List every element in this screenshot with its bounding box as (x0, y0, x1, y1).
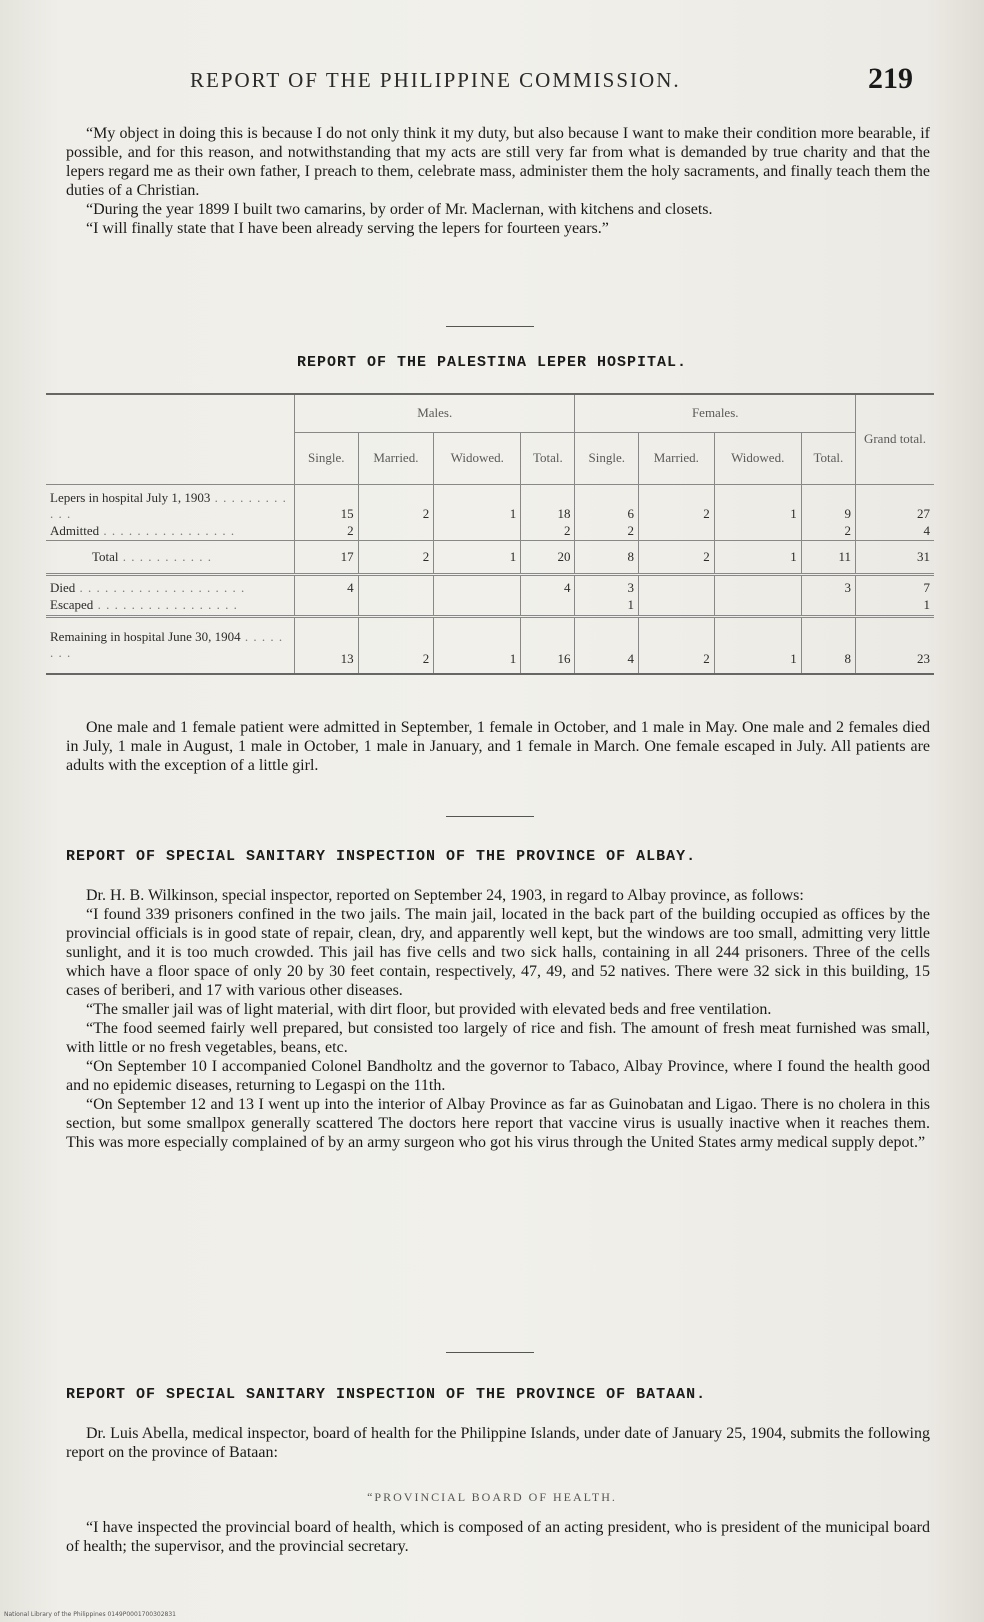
table-cell: 1 (434, 616, 521, 674)
table-cell (714, 596, 801, 616)
table-cell (639, 522, 715, 540)
table-cell (521, 596, 575, 616)
col-male-widowed: Widowed. (434, 432, 521, 484)
table-cell: 1 (856, 596, 935, 616)
table-cell: 8 (801, 616, 855, 674)
table-cell (639, 574, 715, 596)
table-cell: 17 (295, 540, 359, 574)
table-cell: 11 (801, 540, 855, 574)
table-cell: 1 (575, 596, 639, 616)
row-label-died: Died . . . . . . . . . . . . . . . . . . . . (46, 574, 295, 596)
table-cell: 2 (801, 522, 855, 540)
intro-paragraph-2: “During the year 1899 I built two camarins, by order of Mr. Maclernan, with kitchens and closets. (86, 201, 713, 218)
table-cell: 27 (856, 484, 935, 522)
table-row-total (46, 540, 934, 574)
col-male-total: Total. (521, 432, 575, 484)
albay-paragraph-3: “The smaller jail was of light material, with dirt floor, but provided with elevated beds and free ventilation. (86, 1001, 772, 1018)
table-cell: 1 (714, 484, 801, 522)
albay-paragraph-1: Dr. H. B. Wilkinson, special inspector, reported on September 24, 1903, in regard to Albay province, as follows: (86, 887, 804, 904)
section-divider (446, 326, 534, 327)
bataan-paragraph-2: “I have inspected the provincial board of health, which is composed of an acting president, who is president of the municipal board of health; the supervisor, and the provincial secretary. (66, 1519, 930, 1555)
intro-paragraph-3: “I will finally state that I have been already serving the lepers for fourteen years.” (86, 220, 609, 237)
table-cell (801, 596, 855, 616)
table-cell: 2 (575, 522, 639, 540)
col-female-married: Married. (639, 432, 715, 484)
table-corner (46, 394, 295, 484)
table-cell: 6 (575, 484, 639, 522)
table-cell: 4 (856, 522, 935, 540)
intro-text (66, 124, 930, 238)
table-row-admitted (46, 522, 934, 540)
table-cell (714, 574, 801, 596)
col-male-single: Single. (295, 432, 359, 484)
table-cell: 8 (575, 540, 639, 574)
table-cell (434, 574, 521, 596)
leper-summary (66, 718, 930, 775)
col-female-single: Single. (575, 432, 639, 484)
provincial-board-caption: “PROVINCIAL BOARD OF HEALTH. (367, 1490, 617, 1504)
albay-text (66, 886, 930, 1152)
running-head: REPORT OF THE PHILIPPINE COMMISSION. (190, 68, 681, 92)
table-cell: 2 (358, 616, 434, 674)
page-number: 219 (868, 62, 913, 95)
table-cell: 2 (358, 540, 434, 574)
table-row-remaining (46, 616, 934, 674)
females-group-header: Females. (575, 394, 856, 432)
row-label-admitted: Admitted . . . . . . . . . . . . . . . . (50, 522, 236, 538)
albay-paragraph-5: “On September 10 I accompanied Colonel Bandholtz and the governor to Tabaco, Albay Province, where I found the health good and no epidemic diseases, returning to Legaspi on the 11th. (66, 1058, 930, 1094)
table-cell (358, 596, 434, 616)
albay-paragraph-6: “On September 12 and 13 I went up into the interior of Albay Province as far as Guinobatan and Ligao. There is no cholera in this section, but some smallpox generally scattered The doctors here report that vaccine virus is usually inactive when it reaches them. This was more especially complained of by an army surgeon who got his virus through the United States army medical supply depot.” (66, 1096, 930, 1151)
section-divider (446, 816, 534, 817)
males-group-header: Males. (295, 394, 575, 432)
table-cell: 4 (295, 574, 359, 596)
table-cell: 2 (295, 522, 359, 540)
table-cell: 3 (801, 574, 855, 596)
albay-report-title: REPORT OF SPECIAL SANITARY INSPECTION OF THE PROVINCE OF ALBAY. (66, 848, 697, 865)
table-cell: 1 (714, 540, 801, 574)
table-cell: 23 (856, 616, 935, 674)
table-cell: 2 (521, 522, 575, 540)
table-cell (295, 596, 359, 616)
table-cell (358, 574, 434, 596)
table-cell (358, 522, 434, 540)
bataan-text-body (66, 1518, 930, 1556)
table-cell (639, 596, 715, 616)
col-female-widowed: Widowed. (714, 432, 801, 484)
table-cell: 16 (521, 616, 575, 674)
table-cell: 4 (521, 574, 575, 596)
section-divider (446, 1352, 534, 1353)
albay-paragraph-4: “The food seemed fairly well prepared, but consisted too largely of rice and fish. The amount of fresh meat furnished was small, with little or no fresh vegetables, beans, etc. (66, 1020, 930, 1056)
col-female-total: Total. (801, 432, 855, 484)
table-cell (434, 596, 521, 616)
table-cell (434, 522, 521, 540)
table-cell: 13 (295, 616, 359, 674)
table-cell: 2 (358, 484, 434, 522)
table-cell: 18 (521, 484, 575, 522)
albay-paragraph-2: “I found 339 prisoners confined in the two jails. The main jail, located in the back part of the building occupied as offices by the provincial officials is in good state of repair, clean, dry, and apparently well kept, but the windows are too small, admitting very little sunlight, and it is too much crowded. This jail has five cells and two sick halls, containing in all 244 prisoners. Three of the cells which have a floor space of only 20 by 30 feet contain, respectively, 47, 49, and 52 natives. There were 32 sick in this building, 15 cases of beriberi, and 17 with various other diseases. (66, 906, 930, 999)
table-cell: 2 (639, 484, 715, 522)
col-male-married: Married. (358, 432, 434, 484)
table-cell: 9 (801, 484, 855, 522)
intro-paragraph-1: “My object in doing this is because I do not only think it my duty, but also because I want to make their condition more bearable, if possible, and for this reason, and notwithstanding that my acts are still very far from what is demanded by true charity and that the lepers regard me as their own father, I preach to them, celebrate mass, administer them the holy sacraments, and finally teach them the duties of a Christian. (66, 125, 930, 199)
row-label-remaining: Remaining in hospital June 30, 1904 . . . . . . . . (46, 616, 295, 674)
grand-total-header: Grand total. (856, 394, 935, 484)
row-label-total: Total . . . . . . . . . . . (46, 540, 295, 574)
table-row-escaped (46, 596, 934, 616)
bataan-report-title: REPORT OF SPECIAL SANITARY INSPECTION OF THE PROVINCE OF BATAAN. (66, 1386, 707, 1403)
table-cell: 3 (575, 574, 639, 596)
leper-statistics-table (46, 393, 934, 675)
page-header (0, 62, 984, 102)
scan-footer-note: National Library of the Philippines 0149P0001700302831 (4, 1611, 176, 1618)
table-cell: 31 (856, 540, 935, 574)
table-cell: 1 (714, 616, 801, 674)
row-label-lepers: Lepers in hospital July 1, 1903 . . . . . . . . . . . . (46, 484, 295, 522)
table-cell: 2 (639, 540, 715, 574)
table-cell: 7 (856, 574, 935, 596)
bataan-text-intro (66, 1424, 930, 1462)
table-row-lepers (46, 484, 934, 522)
bataan-paragraph-1: Dr. Luis Abella, medical inspector, board of health for the Philippine Islands, under date of January 25, 1904, submits the following report on the province of Bataan: (66, 1425, 930, 1461)
table-cell: 4 (575, 616, 639, 674)
leper-summary-paragraph: One male and 1 female patient were admitted in September, 1 female in October, and 1 male in May. One male and 2 females died in July, 1 male in August, 1 male in October, 1 male in January, and 1 female in March. One female escaped in July. All patients are adults with the exception of a little girl. (66, 719, 930, 774)
leper-report-title: REPORT OF THE PALESTINA LEPER HOSPITAL. (296, 354, 688, 371)
table-cell: 1 (434, 540, 521, 574)
table-row-died (46, 574, 934, 596)
row-label-escaped: Escaped . . . . . . . . . . . . . . . . . (50, 597, 238, 613)
table-cell (714, 522, 801, 540)
table-cell: 20 (521, 540, 575, 574)
table-cell: 15 (295, 484, 359, 522)
table-cell: 2 (639, 616, 715, 674)
table-cell: 1 (434, 484, 521, 522)
